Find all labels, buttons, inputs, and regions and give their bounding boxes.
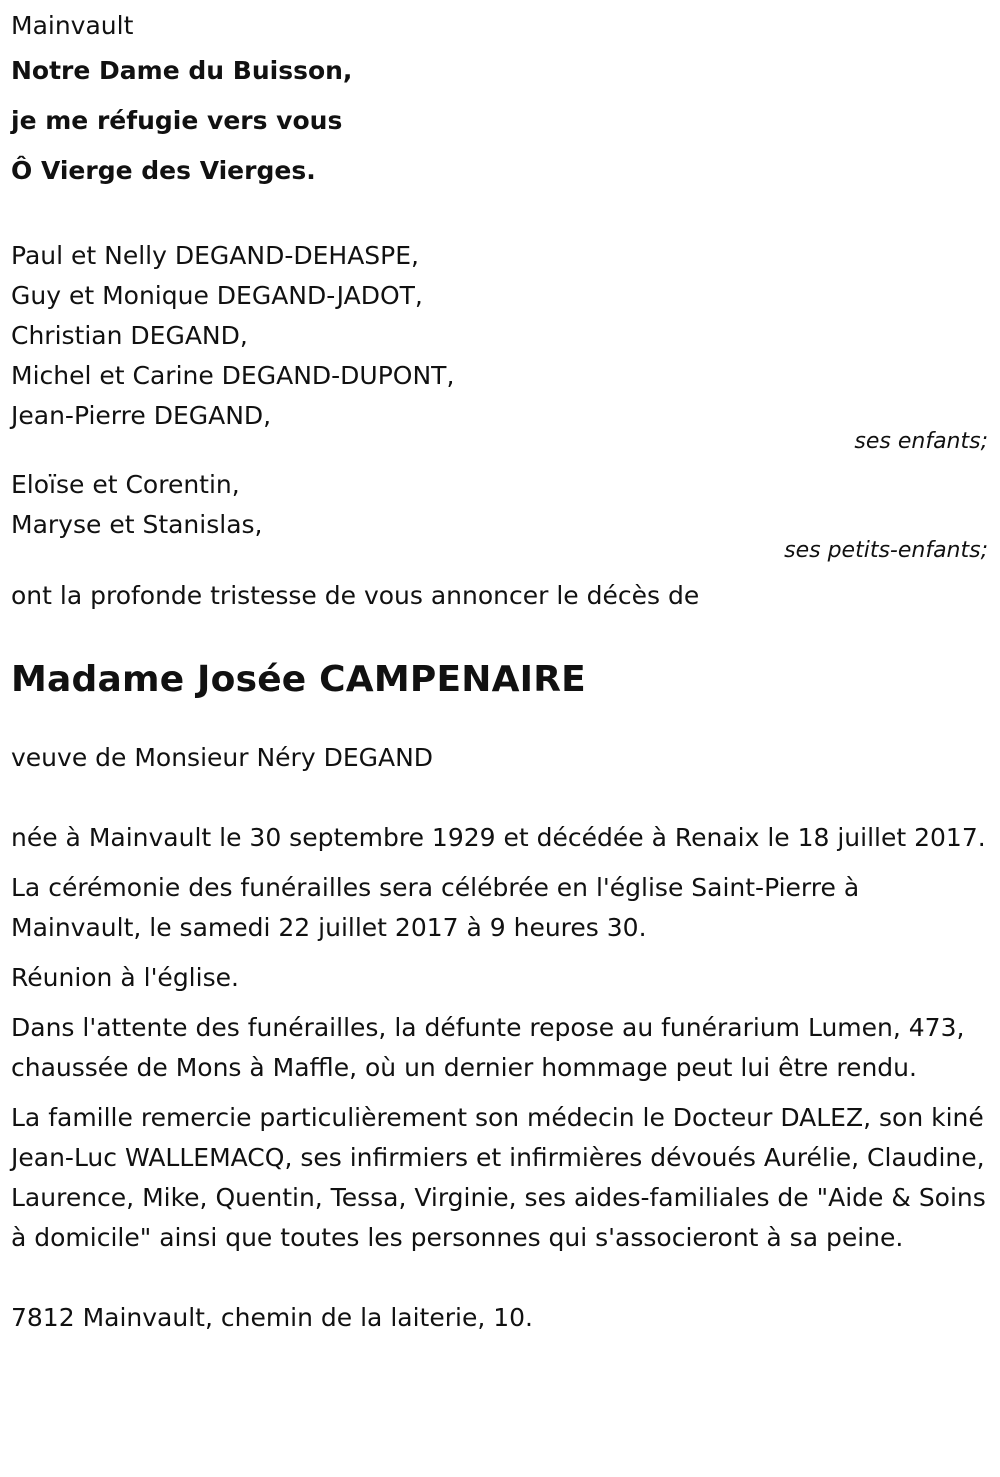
child-name: Christian DEGAND, — [11, 321, 248, 350]
funeral-home-paragraph: Dans l'attente des funérailles, la défunte repose au funérarium Lumen, 473, chaussée de Mons à Maffle, où un dernier hommage peut lui être rendu. — [11, 1013, 965, 1082]
grandchildren-list — [11, 465, 990, 562]
meeting-paragraph: Réunion à l'église. — [11, 963, 239, 992]
child-name: Michel et Carine DEGAND-DUPONT, — [11, 361, 455, 390]
place-header: Mainvault — [11, 11, 134, 40]
prayer-verse — [11, 46, 990, 196]
verse-line: je me réfugie vers vous — [11, 106, 343, 135]
verse-line: Ô Vierge des Vierges. — [11, 156, 316, 185]
child-name: Paul et Nelly DEGAND-DEHASPE, — [11, 241, 419, 270]
birth-death-paragraph: née à Mainvault le 30 septembre 1929 et décédée à Renaix le 18 juillet 2017. — [11, 823, 986, 852]
grandchildren-role: ses petits-enfants; — [784, 538, 988, 563]
children-list — [11, 236, 990, 453]
widow-of: veuve de Monsieur Néry DEGAND — [11, 743, 434, 772]
children-role: ses enfants; — [854, 429, 988, 454]
grandchild-name: Eloïse et Corentin, — [11, 470, 240, 499]
ceremony-paragraph: La cérémonie des funérailles sera célébrée en l'église Saint-Pierre à Mainvault, le samedi 22 juillet 2017 à 9 heures 30. — [11, 873, 860, 942]
grandchild-name: Maryse et Stanislas, — [11, 510, 263, 539]
details — [11, 818, 990, 1258]
thanks-paragraph: La famille remercie particulièrement son médecin le Docteur DALEZ, son kiné Jean-Luc WALLEMACQ, ses infirmiers et infirmières dévoués Aurélie, Claudine, Laurence, Mike, Quentin, Tessa, Virginie, ses aides-familiales de "Aide & Soins à domicile" ainsi que toutes les personnes qui s'associeront à sa peine. — [11, 1103, 986, 1252]
announcement-text: ont la profonde tristesse de vous annoncer le décès de — [11, 581, 700, 610]
verse-line: Notre Dame du Buisson, — [11, 56, 353, 85]
deceased-name: Madame Josée CAMPENAIRE — [11, 659, 586, 700]
child-name: Guy et Monique DEGAND-JADOT, — [11, 281, 423, 310]
family-address: 7812 Mainvault, chemin de la laiterie, 10. — [11, 1303, 533, 1332]
child-name: Jean-Pierre DEGAND, — [11, 401, 272, 430]
